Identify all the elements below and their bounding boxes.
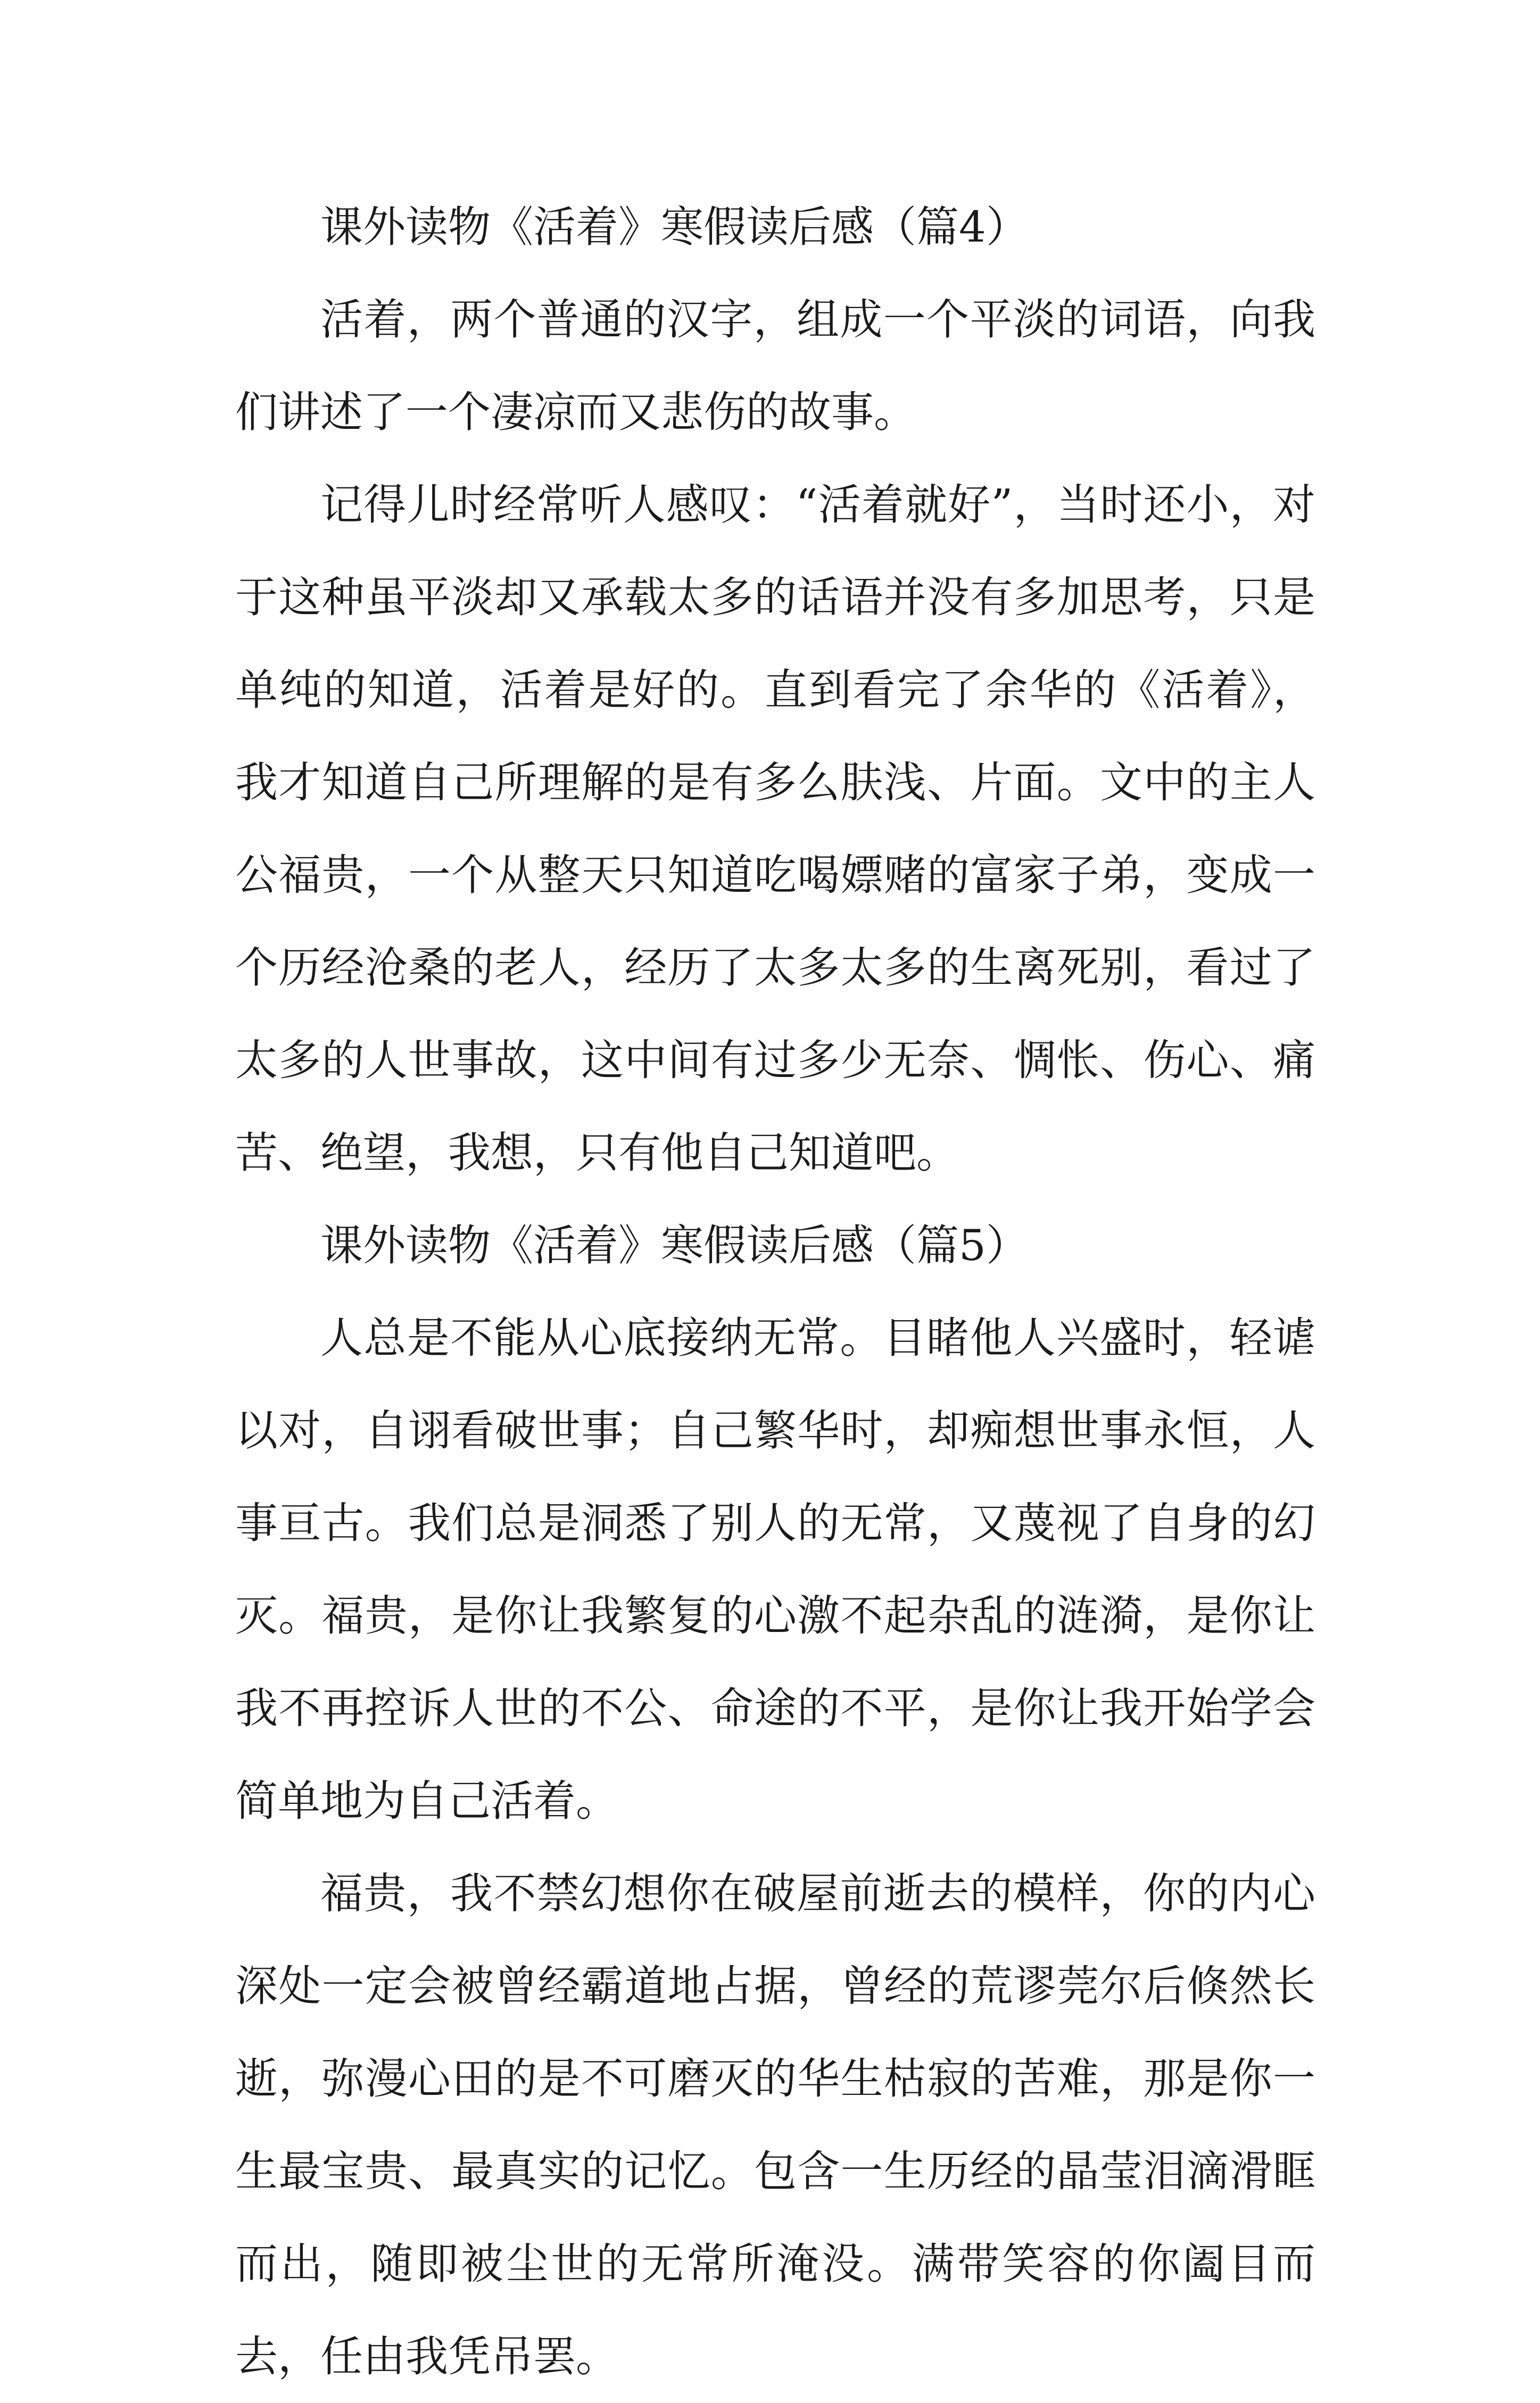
section-4-heading: 课外读物《活着》寒假读后感（篇4）	[320, 202, 1029, 252]
section-4-paragraph-1: 活着，两个普通的汉字，组成一个平淡的词语，向我们讲述了一个凄凉而又悲伤的故事。	[235, 295, 1315, 437]
section-4-paragraph-2: 记得儿时经常听人感叹：“活着就好”，当时还小，对于这种虽平淡却又承载太多的话语并没有多加思考，只是单纯的知道，活着是好的。直到看完了余华的《活着》，我才知道自己所理解的是有多么肤浅、片面。文中的主人公福贵，一个从整天只知道吃喝嫖赌的富家子弟，变成一个历经沧桑的老人，经历了太多太多的生离死别，看过了太多的人世事故，这中间有过多少无奈、惆怅、伤心、痛苦、绝望，我想，只有他自己知道吧。	[235, 480, 1315, 1178]
section-5-heading: 课外读物《活着》寒假读后感（篇5）	[320, 1221, 1029, 1270]
section-5-paragraph-1: 人总是不能从心底接纳无常。目睹他人兴盛时，轻谑以对，自诩看破世事；自己繁华时，却痴想世事永恒，人事亘古。我们总是洞悉了别人的无常，又蔑视了自身的幻灭。福贵，是你让我繁复的心激不起杂乱的涟漪，是你让我不再控诉人世的不公、命途的不平，是你让我开始学会简单地为自己活着。	[235, 1313, 1315, 1826]
section-5-paragraph-2: 福贵，我不禁幻想你在破屋前逝去的模样，你的内心深处一定会被曾经霸道地占据，曾经的荒谬莞尔后倏然长逝，弥漫心田的是不可磨灭的华生枯寂的苦难，那是你一生最宝贵、最真实的记忆。包含一生历经的晶莹泪滴滑眶而出，随即被尘世的无常所淹没。满带笑容的你阖目而去，任由我凭吊罢。	[235, 1869, 1315, 2381]
document-body	[235, 181, 1315, 2403]
